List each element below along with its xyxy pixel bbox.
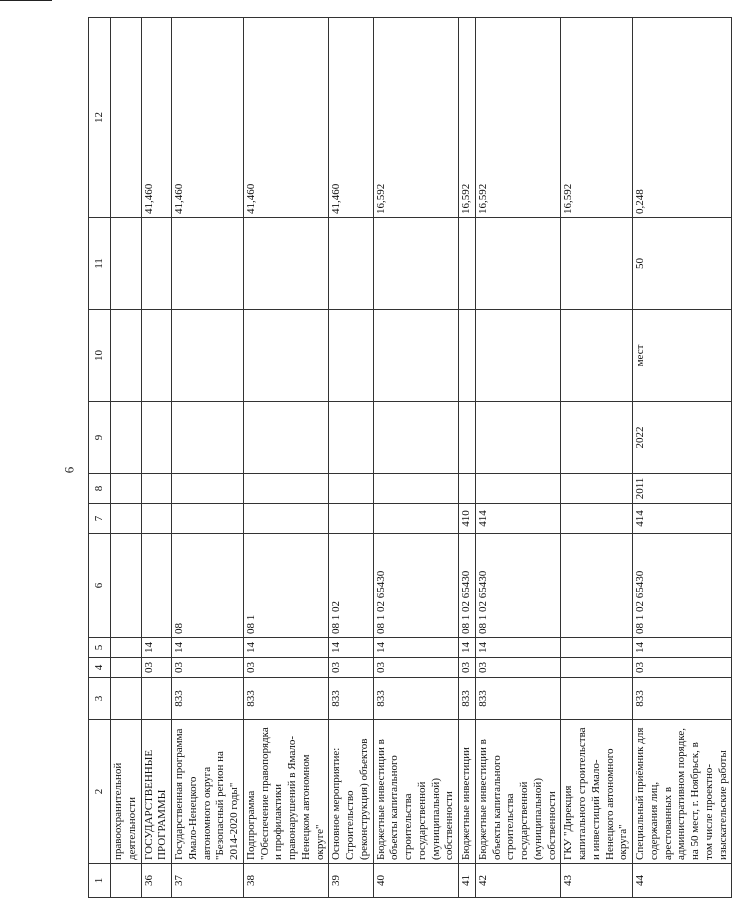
row-title: Бюджетные инвестиции в объекты капитального строительства государственной (муниципальной) собственности	[373, 720, 459, 864]
budget-table	[88, 17, 732, 898]
cell-amount: 41,460	[243, 18, 329, 218]
cell-amount: 41,460	[329, 18, 373, 218]
cell-unit	[459, 310, 476, 402]
cell-target-article: 08 1 02	[329, 534, 373, 638]
cell-target-article: 08 1 02 65430	[633, 534, 732, 638]
header-cell: 11	[89, 218, 111, 310]
cell-unit	[111, 310, 142, 402]
row-number	[111, 864, 142, 898]
cell-capacity	[561, 218, 633, 310]
cell-start-year	[373, 474, 459, 504]
cell-amount: 0,248	[633, 18, 732, 218]
row-number: 40	[373, 864, 459, 898]
cell-unit	[561, 310, 633, 402]
cell-expense-type	[111, 504, 142, 534]
cell-expense-type	[373, 504, 459, 534]
cell-subsection: 14	[373, 638, 459, 658]
row-title: Государственная программа Ямало-Ненецкого автономного округа "Безопасный регион на 2014-2020 годы"	[172, 720, 244, 864]
cell-subsection: 14	[459, 638, 476, 658]
row-title: Специальный приёмник для содержания лиц, арестованных в административном порядке, на 50 мест, г. Ноябрьск, в том числе проектно-изыскательские работы	[633, 720, 732, 864]
table-row	[459, 18, 476, 898]
header-cell: 12	[89, 18, 111, 218]
cell-start-year	[172, 474, 244, 504]
cell-expense-type: 410	[459, 504, 476, 534]
cell-start-year	[111, 474, 142, 504]
row-number: 41	[459, 864, 476, 898]
row-number: 37	[172, 864, 244, 898]
cell-amount: 16,592	[561, 18, 633, 218]
header-row	[89, 18, 111, 898]
cell-section: 03	[329, 658, 373, 678]
header-cell: 2	[89, 720, 111, 864]
cell-target-article: 08 1	[243, 534, 329, 638]
cell-code: 833	[243, 678, 329, 720]
cell-section: 03	[475, 658, 561, 678]
cell-end-year	[373, 402, 459, 474]
cell-code: 833	[633, 678, 732, 720]
cell-unit	[373, 310, 459, 402]
table-row	[561, 18, 633, 898]
cell-unit	[329, 310, 373, 402]
cell-capacity: 50	[633, 218, 732, 310]
header-cell: 7	[89, 504, 111, 534]
cell-code	[561, 678, 633, 720]
cell-code	[111, 678, 142, 720]
row-title: ГКУ "Дирекция капитального строительства и инвестиций Ямало-Ненецкого автономного округа"	[561, 720, 633, 864]
cell-expense-type	[243, 504, 329, 534]
cell-end-year	[172, 402, 244, 474]
header-cell: 3	[89, 678, 111, 720]
cell-target-article: 08 1 02 65430	[373, 534, 459, 638]
header-cell: 1	[89, 864, 111, 898]
cell-end-year	[111, 402, 142, 474]
cell-target-article	[111, 534, 142, 638]
cell-capacity	[243, 218, 329, 310]
cell-unit: мест	[633, 310, 732, 402]
cell-start-year	[243, 474, 329, 504]
cell-code: 833	[329, 678, 373, 720]
cell-capacity	[172, 218, 244, 310]
cell-end-year: 2022	[633, 402, 732, 474]
cell-unit	[172, 310, 244, 402]
cell-target-article	[141, 534, 172, 638]
cell-unit	[475, 310, 561, 402]
table-row	[172, 18, 244, 898]
cell-capacity	[141, 218, 172, 310]
cell-target-article: 08 1 02 65430	[475, 534, 561, 638]
cell-unit	[141, 310, 172, 402]
cell-section: 03	[243, 658, 329, 678]
cell-expense-type	[329, 504, 373, 534]
table-row	[475, 18, 561, 898]
cell-section	[561, 658, 633, 678]
cell-expense-type: 414	[633, 504, 732, 534]
cell-expense-type	[172, 504, 244, 534]
header-cell: 8	[89, 474, 111, 504]
page-number: 6	[61, 466, 77, 474]
cell-end-year	[475, 402, 561, 474]
table-row	[633, 18, 732, 898]
cell-start-year	[475, 474, 561, 504]
cell-target-article: 08 1 02 65430	[459, 534, 476, 638]
cell-subsection: 14	[329, 638, 373, 658]
cell-capacity	[111, 218, 142, 310]
cell-code: 833	[373, 678, 459, 720]
cell-subsection: 14	[633, 638, 732, 658]
cell-end-year	[329, 402, 373, 474]
cell-capacity	[373, 218, 459, 310]
cell-subsection: 14	[141, 638, 172, 658]
cell-amount: 16,592	[459, 18, 476, 218]
cell-capacity	[475, 218, 561, 310]
cell-section	[111, 658, 142, 678]
header-cell: 5	[89, 638, 111, 658]
cell-end-year	[459, 402, 476, 474]
cell-amount: 16,592	[475, 18, 561, 218]
row-title: Бюджетные инвестиции	[459, 720, 476, 864]
cell-start-year	[459, 474, 476, 504]
cell-code: 833	[475, 678, 561, 720]
header-cell: 10	[89, 310, 111, 402]
row-title: Основное мероприятие: Строительство (реконструкция) объектов	[329, 720, 373, 864]
row-number: 44	[633, 864, 732, 898]
cell-section: 03	[141, 658, 172, 678]
header-cell: 9	[89, 402, 111, 474]
cell-code: 833	[459, 678, 476, 720]
row-title: Подпрограмма "Обеспечение правопорядка и профилактики правонарушений в Ямало-Ненецком автономном округе"	[243, 720, 329, 864]
table-row	[243, 18, 329, 898]
table-row	[373, 18, 459, 898]
header-cell: 4	[89, 658, 111, 678]
cell-code	[141, 678, 172, 720]
cell-section: 03	[459, 658, 476, 678]
row-title: ГОСУДАРСТВЕННЫЕ ПРОГРАММЫ	[141, 720, 172, 864]
cell-capacity	[459, 218, 476, 310]
cell-subsection: 14	[475, 638, 561, 658]
table-wrapper	[88, 18, 729, 898]
header-cell: 6	[89, 534, 111, 638]
cell-subsection: 14	[172, 638, 244, 658]
cell-end-year	[561, 402, 633, 474]
cell-target-article	[561, 534, 633, 638]
row-number: 38	[243, 864, 329, 898]
cell-subsection	[111, 638, 142, 658]
cell-start-year	[141, 474, 172, 504]
cell-amount: 41,460	[172, 18, 244, 218]
cell-capacity	[329, 218, 373, 310]
cell-end-year	[141, 402, 172, 474]
cell-amount: 41,460	[141, 18, 172, 218]
row-title: правоохранительной деятельности	[111, 720, 142, 864]
row-title: Бюджетные инвестиции в объекты капитального строительства государственной (муниципальной) собственности	[475, 720, 561, 864]
cell-section: 03	[373, 658, 459, 678]
cell-section: 03	[172, 658, 244, 678]
table-rotor	[88, 18, 729, 898]
table-row	[329, 18, 373, 898]
top-rule	[0, 0, 52, 1]
row-number: 36	[141, 864, 172, 898]
row-number: 39	[329, 864, 373, 898]
cell-expense-type: 414	[475, 504, 561, 534]
cell-target-article: 08	[172, 534, 244, 638]
cell-expense-type	[561, 504, 633, 534]
cell-expense-type	[141, 504, 172, 534]
cell-amount: 16,592	[373, 18, 459, 218]
cell-unit	[243, 310, 329, 402]
cell-start-year: 2011	[633, 474, 732, 504]
cell-subsection	[561, 638, 633, 658]
cell-subsection: 14	[243, 638, 329, 658]
cell-start-year	[329, 474, 373, 504]
cell-code: 833	[172, 678, 244, 720]
cell-end-year	[243, 402, 329, 474]
cell-section: 03	[633, 658, 732, 678]
table-row	[141, 18, 172, 898]
row-number: 42	[475, 864, 561, 898]
cell-start-year	[561, 474, 633, 504]
row-number: 43	[561, 864, 633, 898]
table-row	[111, 18, 142, 898]
cell-amount	[111, 18, 142, 218]
